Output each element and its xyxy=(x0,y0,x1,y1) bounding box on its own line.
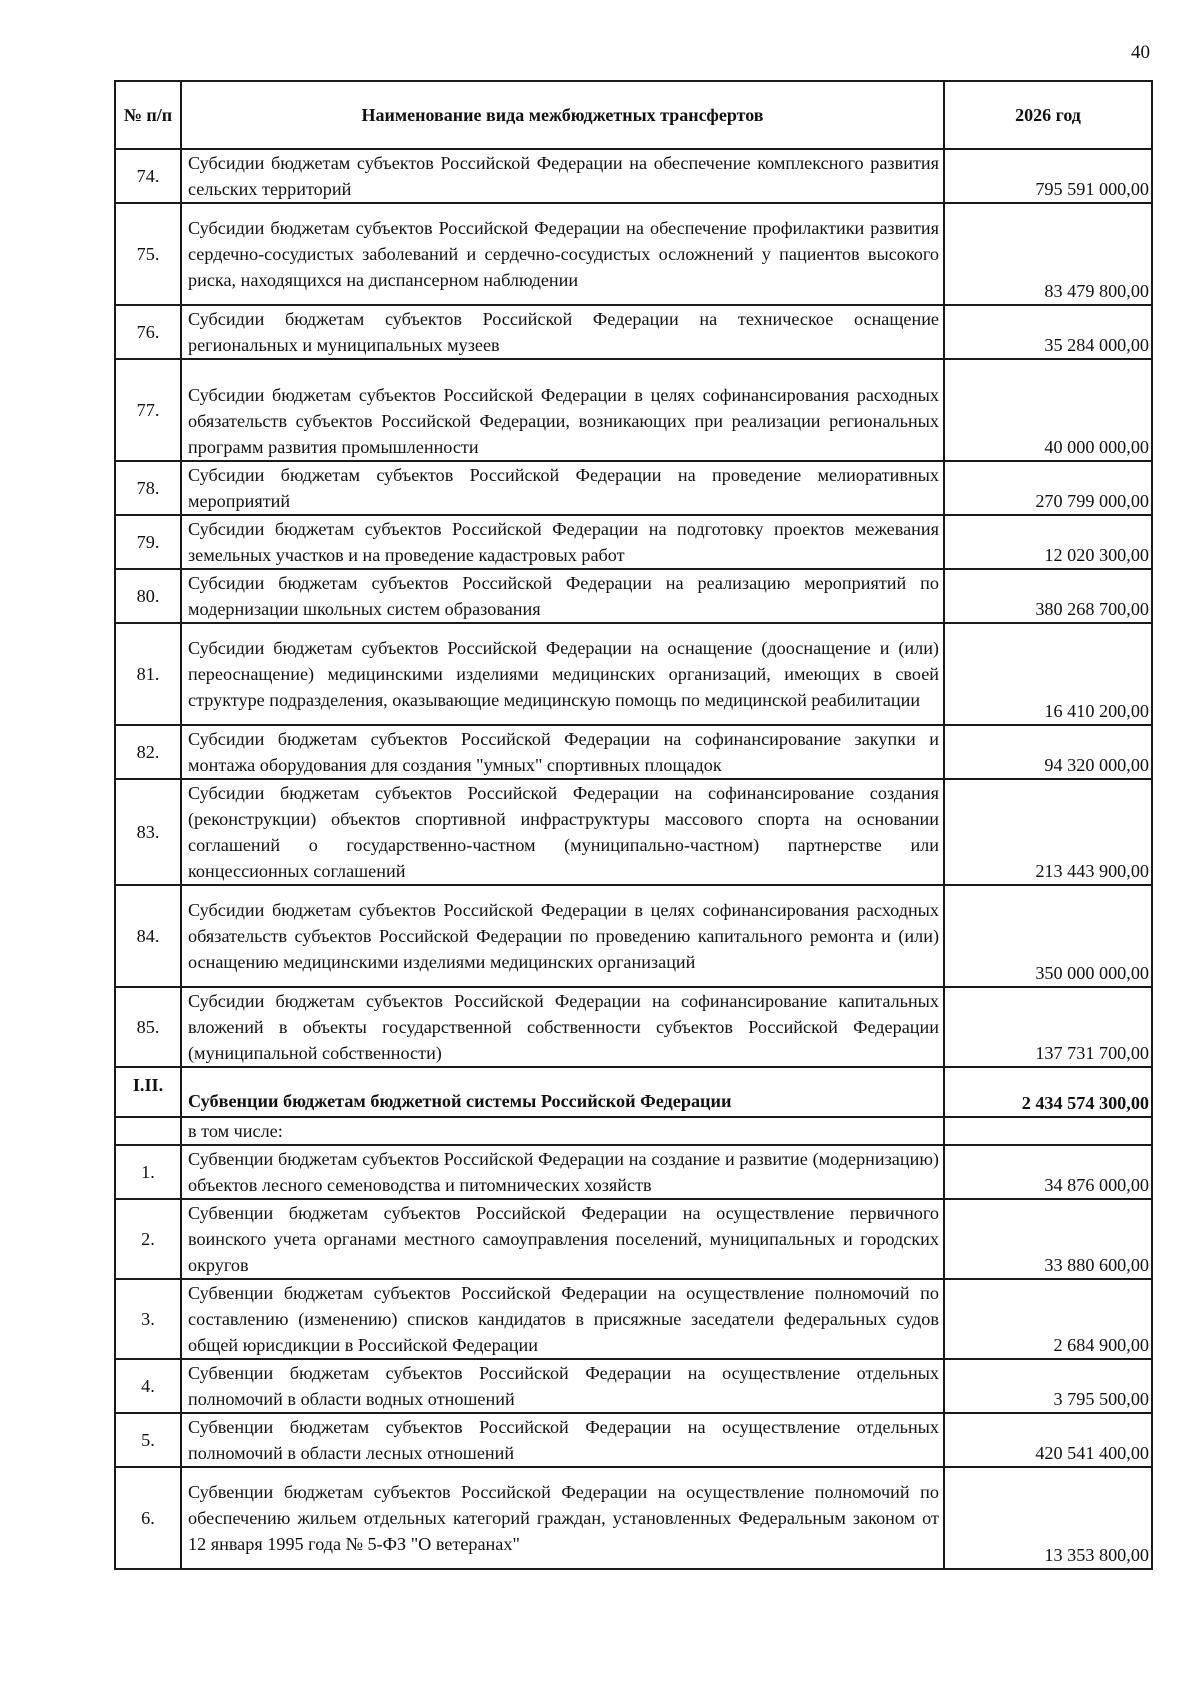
row-name: Субвенции бюджетам субъектов Российской Федерации на осуществление полномочий по составлению (изменению) списков кандидатов в присяжные заседатели федеральных судов общей юрисдикции в Российской Федерации xyxy=(181,1279,944,1359)
row-name: Субвенции бюджетам субъектов Российской Федерации на осуществление отдельных полномочий в области водных отношений xyxy=(181,1359,944,1413)
table-header-row xyxy=(115,81,1152,149)
row-amount: 3 795 500,00 xyxy=(944,1359,1152,1413)
table-row xyxy=(115,885,1152,987)
row-number: 82. xyxy=(115,725,181,779)
row-number: 3. xyxy=(115,1279,181,1359)
table-row xyxy=(115,515,1152,569)
table-row xyxy=(115,623,1152,725)
row-number: 6. xyxy=(115,1467,181,1569)
row-number: 85. xyxy=(115,987,181,1067)
row-number: 76. xyxy=(115,305,181,359)
row-number: 79. xyxy=(115,515,181,569)
row-amount: 33 880 600,00 xyxy=(944,1199,1152,1279)
table-row xyxy=(115,725,1152,779)
table-row xyxy=(115,987,1152,1067)
row-number: 1. xyxy=(115,1145,181,1199)
row-amount: 35 284 000,00 xyxy=(944,305,1152,359)
table-row xyxy=(115,305,1152,359)
table-row xyxy=(115,569,1152,623)
page-number: 40 xyxy=(1131,42,1150,63)
including-row xyxy=(115,1117,1152,1145)
row-name: Субсидии бюджетам субъектов Российской Федерации на софинансирование капитальных вложений в объекты государственной собственности субъектов Российской Федерации (муниципальной собственности) xyxy=(181,987,944,1067)
row-name: Субсидии бюджетам субъектов Российской Федерации на техническое оснащение региональных и муниципальных музеев xyxy=(181,305,944,359)
row-amount: 12 020 300,00 xyxy=(944,515,1152,569)
row-amount: 40 000 000,00 xyxy=(944,359,1152,461)
row-amount: 83 479 800,00 xyxy=(944,203,1152,305)
row-amount: 795 591 000,00 xyxy=(944,149,1152,203)
table-row xyxy=(115,149,1152,203)
table-row xyxy=(115,1359,1152,1413)
table-row xyxy=(115,1145,1152,1199)
row-name: Субсидии бюджетам субъектов Российской Федерации на софинансирование создания (реконструкции) объектов спортивной инфраструктуры массового спорта на основании соглашений о государственно-частном (муниципально-частном) партнерстве или концессионных соглашений xyxy=(181,779,944,885)
row-amount: 16 410 200,00 xyxy=(944,623,1152,725)
row-number: 84. xyxy=(115,885,181,987)
table-row xyxy=(115,779,1152,885)
header-name: Наименование вида межбюджетных трансфертов xyxy=(181,81,944,149)
row-amount: 213 443 900,00 xyxy=(944,779,1152,885)
table-row xyxy=(115,1199,1152,1279)
row-amount: 137 731 700,00 xyxy=(944,987,1152,1067)
row-name: Субсидии бюджетам субъектов Российской Федерации на реализацию мероприятий по модернизации школьных систем образования xyxy=(181,569,944,623)
row-name: Субсидии бюджетам субъектов Российской Федерации на софинансирование закупки и монтажа оборудования для создания "умных" спортивных площадок xyxy=(181,725,944,779)
including-label: в том числе: xyxy=(181,1117,944,1145)
row-number: 4. xyxy=(115,1359,181,1413)
row-number: 81. xyxy=(115,623,181,725)
row-amount: 2 684 900,00 xyxy=(944,1279,1152,1359)
row-number: 2. xyxy=(115,1199,181,1279)
row-amount: 350 000 000,00 xyxy=(944,885,1152,987)
subvention-total-row xyxy=(115,1067,1152,1117)
row-name: Субсидии бюджетам субъектов Российской Федерации на обеспечение комплексного развития сельских территорий xyxy=(181,149,944,203)
row-name: Субвенции бюджетам субъектов Российской Федерации на осуществление первичного воинского учета органами местного самоуправления поселений, муниципальных и городских округов xyxy=(181,1199,944,1279)
header-num: № п/п xyxy=(115,81,181,149)
table-row xyxy=(115,1279,1152,1359)
row-number: 75. xyxy=(115,203,181,305)
row-amount: 380 268 700,00 xyxy=(944,569,1152,623)
row-amount: 270 799 000,00 xyxy=(944,461,1152,515)
row-name: Субсидии бюджетам субъектов Российской Федерации на обеспечение профилактики развития сердечно-сосудистых заболеваний и сердечно-сосудистых осложнений у пациентов высокого риска, находящихся на диспансерном наблюдении xyxy=(181,203,944,305)
table-row xyxy=(115,203,1152,305)
transfers-table xyxy=(114,80,1153,1570)
table-row xyxy=(115,1413,1152,1467)
row-name: Субсидии бюджетам субъектов Российской Федерации на проведение мелиоративных мероприятий xyxy=(181,461,944,515)
row-name: Субсидии бюджетам субъектов Российской Федерации в целях софинансирования расходных обязательств субъектов Российской Федерации по проведению капитального ремонта и (или) оснащению медицинскими изделиями медицинских организаций xyxy=(181,885,944,987)
subvention-amount: 2 434 574 300,00 xyxy=(944,1067,1152,1117)
row-name: Субсидии бюджетам субъектов Российской Федерации на оснащение (дооснащение и (или) переоснащение) медицинскими изделиями медицинских организаций, имеющих в своей структуре подразделения, оказывающие медицинскую помощь по медицинской реабилитации xyxy=(181,623,944,725)
row-name: Субсидии бюджетам субъектов Российской Федерации на подготовку проектов межевания земельных участков и на проведение кадастровых работ xyxy=(181,515,944,569)
row-number: 78. xyxy=(115,461,181,515)
row-amount: 13 353 800,00 xyxy=(944,1467,1152,1569)
row-name: Субвенции бюджетам субъектов Российской Федерации на создание и развитие (модернизацию) объектов лесного семеноводства и питомнических хозяйств xyxy=(181,1145,944,1199)
row-number: 83. xyxy=(115,779,181,885)
table-row xyxy=(115,461,1152,515)
table-row xyxy=(115,1467,1152,1569)
row-number: 74. xyxy=(115,149,181,203)
header-year: 2026 год xyxy=(944,81,1152,149)
row-amount: 94 320 000,00 xyxy=(944,725,1152,779)
subvention-number: I.II. xyxy=(115,1067,181,1117)
row-amount: 34 876 000,00 xyxy=(944,1145,1152,1199)
subvention-name: Субвенции бюджетам бюджетной системы Российской Федерации xyxy=(181,1067,944,1117)
row-name: Субсидии бюджетам субъектов Российской Федерации в целях софинансирования расходных обязательств субъектов Российской Федерации, возникающих при реализации региональных программ развития промышленности xyxy=(181,359,944,461)
row-number: 77. xyxy=(115,359,181,461)
row-number: 5. xyxy=(115,1413,181,1467)
row-name: Субвенции бюджетам субъектов Российской Федерации на осуществление полномочий по обеспечению жильем отдельных категорий граждан, установленных Федеральным законом от 12 января 1995 года № 5-ФЗ "О ветеранах" xyxy=(181,1467,944,1569)
row-number: 80. xyxy=(115,569,181,623)
row-name: Субвенции бюджетам субъектов Российской Федерации на осуществление отдельных полномочий в области лесных отношений xyxy=(181,1413,944,1467)
table-row xyxy=(115,359,1152,461)
row-amount: 420 541 400,00 xyxy=(944,1413,1152,1467)
